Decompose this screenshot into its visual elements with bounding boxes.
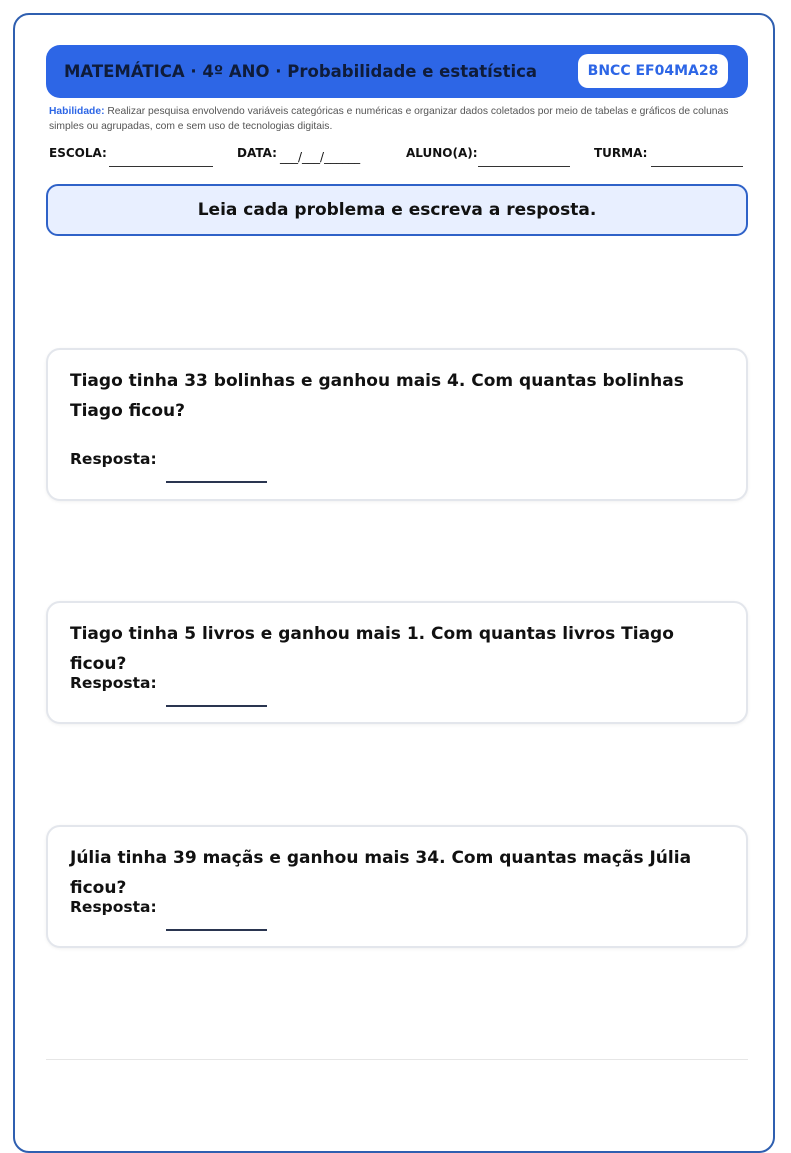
bncc-badge: BNCC EF04MA28 [578,54,728,88]
instruction-box: Leia cada problema e escreva a resposta. [46,184,748,236]
data-field[interactable]: ___/___/______ [280,150,361,164]
turma-field[interactable] [651,166,743,167]
skill-description [49,104,749,134]
answer-field[interactable] [166,481,267,483]
problem-card-3 [46,825,748,948]
problem-text: Tiago tinha 33 bolinhas e ganhou mais 4. Com quantas bolinhas Tiago ficou? [70,371,684,421]
page-title: MATEMÁTICA · 4º ANO · Probabilidade e estatística [64,62,538,81]
header-bar [46,45,748,98]
data-label: DATA: [237,146,277,160]
answer-field[interactable] [166,705,267,707]
footer-divider [46,1059,748,1060]
problem-text: Tiago tinha 5 livros e ganhou mais 1. Com quantas livros Tiago ficou? [70,624,674,674]
answer-label: Resposta: [70,674,157,692]
answer-label: Resposta: [70,898,157,916]
problem-text: Júlia tinha 39 maçãs e ganhou mais 34. Com quantas maçãs Júlia ficou? [70,848,692,898]
aluno-label: ALUNO(A): [406,146,478,160]
answer-field[interactable] [166,929,267,931]
turma-label: TURMA: [594,146,648,160]
problem-card-1 [46,348,748,501]
problem-card-2 [46,601,748,724]
answer-label: Resposta: [70,450,157,468]
escola-field[interactable] [109,166,213,167]
escola-label: ESCOLA: [49,146,107,160]
skill-text: Realizar pesquisa envolvendo variáveis categóricas e numéricas e organizar dados coletados por meio de tabelas e gráficos de colunas simples ou agrupadas, com e sem uso de tecnologias digitais. [49,106,729,132]
student-info-fields [49,146,749,172]
aluno-field[interactable] [478,166,570,167]
skill-label: Habilidade: [49,106,105,117]
